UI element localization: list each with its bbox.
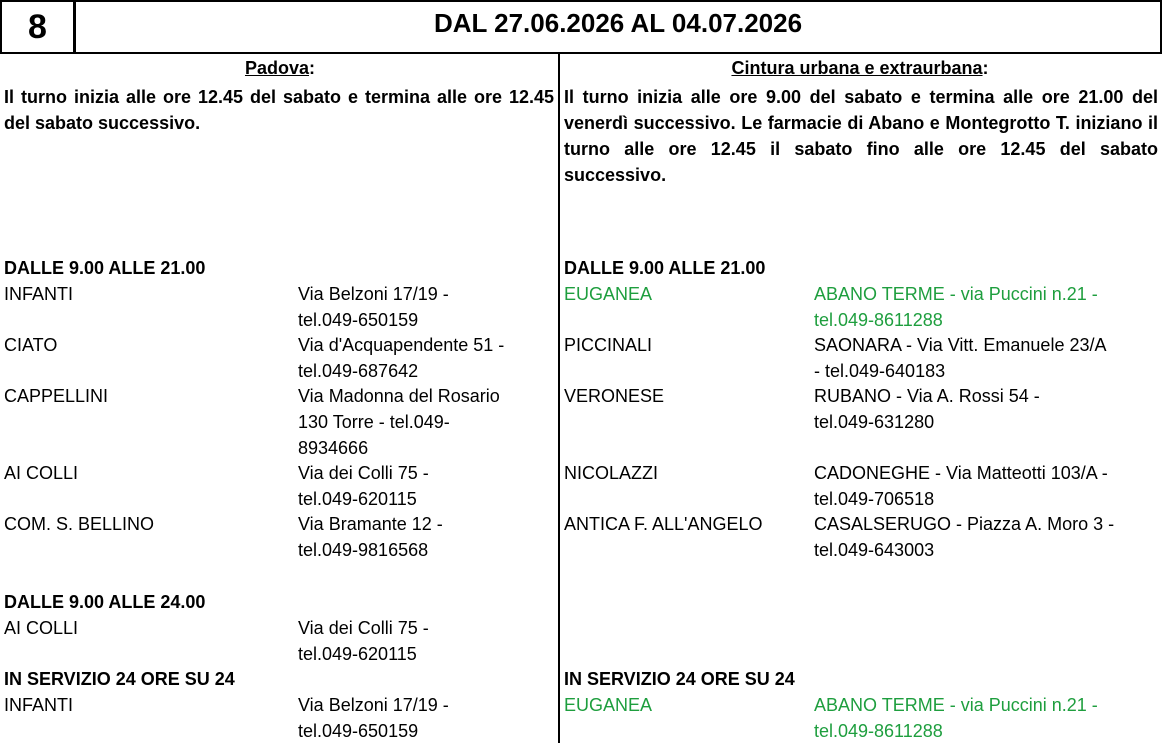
pharmacy-address: Via Bramante 12 - xyxy=(298,514,443,534)
pharmacy-address: CASALSERUGO - Piazza A. Moro 3 - xyxy=(814,514,1115,534)
pharmacy-address: Via d'Acquapendente 51 - xyxy=(298,335,505,355)
pharmacy-name: EUGANEA xyxy=(564,284,653,304)
pharmacy-address: Via Belzoni 17/19 - xyxy=(298,695,449,715)
right-section-heading: IN SERVIZIO 24 ORE SU 24 xyxy=(564,669,795,689)
pharmacy-address: RUBANO - Via A. Rossi 54 - xyxy=(814,386,1040,406)
column-divider xyxy=(558,54,560,743)
pharmacy-address: SAONARA - Via Vitt. Emanuele 23/A xyxy=(814,335,1107,355)
date-range-title: DAL 27.06.2026 AL 04.07.2026 xyxy=(74,0,1162,54)
pharmacy-name: ANTICA F. ALL'ANGELO xyxy=(564,514,763,534)
pharmacy-name: INFANTI xyxy=(4,695,74,715)
pharmacy-name: VERONESE xyxy=(564,386,665,406)
pharmacy-name: NICOLAZZI xyxy=(564,463,659,483)
pharmacy-address: Via Madonna del Rosario xyxy=(298,386,500,406)
pharmacy-phone: tel.049-643003 xyxy=(814,540,935,560)
pharmacy-name: CIATO xyxy=(4,335,58,355)
pharmacy-phone: tel.049-8611288 xyxy=(814,310,943,330)
right-column-title xyxy=(562,58,1158,79)
pharmacy-phone: tel.049-9816568 xyxy=(298,540,429,560)
pharmacy-name: INFANTI xyxy=(4,284,74,304)
left-column-title xyxy=(4,58,556,79)
pharmacy-address: ABANO TERME - via Puccini n.21 - xyxy=(814,695,1098,715)
left-section-heading: DALLE 9.00 ALLE 24.00 xyxy=(4,592,206,612)
right-section-heading: DALLE 9.00 ALLE 21.00 xyxy=(564,258,766,278)
right-title-text: Cintura urbana e extraurbana xyxy=(731,58,983,78)
pharmacy-name: EUGANEA xyxy=(564,695,653,715)
pharmacy-address: Via Belzoni 17/19 - xyxy=(298,284,449,304)
pharmacy-address: Via dei Colli 75 - xyxy=(298,463,429,483)
left-title-suffix: : xyxy=(309,58,316,78)
pharmacy-phone: tel.049-650159 xyxy=(298,721,419,741)
pharmacy-address: 130 Torre - tel.049- xyxy=(298,412,450,432)
pharmacy-phone: tel.049-8611288 xyxy=(814,721,943,741)
pharmacy-name: COM. S. BELLINO xyxy=(4,514,155,534)
pharmacy-phone: tel.049-687642 xyxy=(298,361,419,381)
pharmacy-phone: tel.049-620115 xyxy=(298,489,417,509)
pharmacy-phone: - tel.049-640183 xyxy=(814,361,946,381)
pharmacy-phone: tel.049-650159 xyxy=(298,310,419,330)
pharmacy-name: AI COLLI xyxy=(4,463,79,483)
pharmacy-name: CAPPELLINI xyxy=(4,386,109,406)
pharmacy-address: ABANO TERME - via Puccini n.21 - xyxy=(814,284,1098,304)
left-section-heading: IN SERVIZIO 24 ORE SU 24 xyxy=(4,669,235,689)
pharmacy-name: PICCINALI xyxy=(564,335,653,355)
left-description: Il turno inizia alle ore 12.45 del sabato e termina alle ore 12.45 del sabato successivo. xyxy=(4,87,554,133)
right-title-suffix: : xyxy=(982,58,989,78)
pharmacy-phone: tel.049-631280 xyxy=(814,412,935,432)
pharmacy-phone: tel.049-620115 xyxy=(298,644,417,664)
week-number: 8 xyxy=(0,0,75,54)
left-title-text: Padova xyxy=(244,58,310,78)
pharmacy-address: CADONEGHE - Via Matteotti 103/A - xyxy=(814,463,1108,483)
left-section-heading: DALLE 9.00 ALLE 21.00 xyxy=(4,258,206,278)
pharmacy-phone: 8934666 xyxy=(298,438,369,458)
pharmacy-name: AI COLLI xyxy=(4,618,79,638)
pharmacy-address: Via dei Colli 75 - xyxy=(298,618,429,638)
right-description: Il turno inizia alle ore 9.00 del sabato e termina alle ore 21.00 del venerdì successivo. Le farmacie di Abano e Montegrotto T. iniziano il turno alle ore 12.45 il sabato fino alle ore 12.45 del sabato successivo. xyxy=(564,87,1158,185)
pharmacy-phone: tel.049-706518 xyxy=(814,489,935,509)
